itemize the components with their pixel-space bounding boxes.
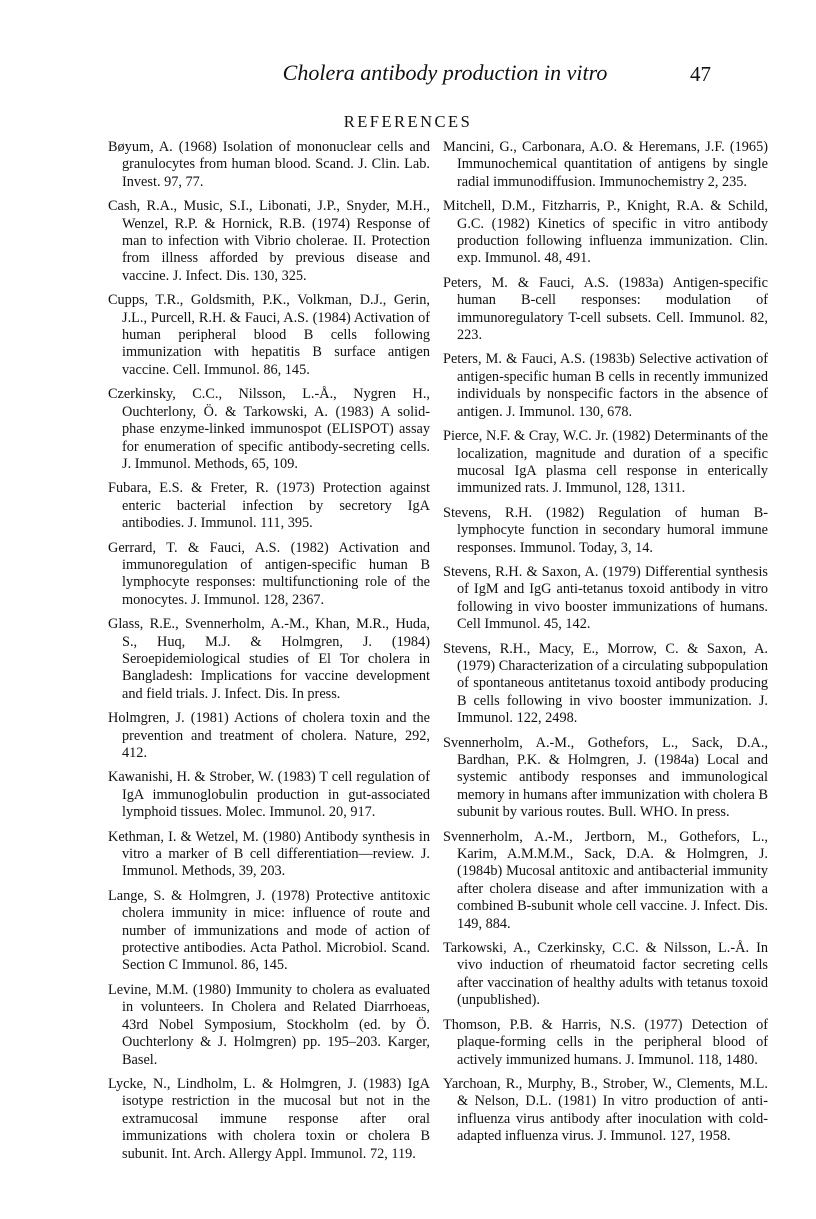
reference-entry: Svennerholm, A.-M., Gothefors, L., Sack, D.A., Bardhan, P.K. & Holmgren, J. (1984a) Local and systemic antibody responses and immunological memory in humans after immunization with cholera B subunit by various routes. Bull. WHO. In press. [443,734,768,821]
reference-entry: Kawanishi, H. & Strober, W. (1983) T cell regulation of IgA immunoglobulin production in gut-associated lymphoid tissues. Molec. Immunol. 20, 917. [108,769,430,821]
reference-entry: Holmgren, J. (1981) Actions of cholera toxin and the prevention and treatment of cholera. Nature, 292, 412. [108,710,430,761]
reference-entry: Stevens, R.H. (1982) Regulation of human B-lymphocyte function in secondary humoral immune responses. Immunol. Today, 3, 14. [443,504,768,556]
page-header [0,60,816,92]
reference-entry: Lycke, N., Lindholm, L. & Holmgren, J. (1983) IgA isotype restriction in the mucosal but not in the extramucosal immune response after oral immunizations with cholera toxin or cholera B subunit. Int. Arch. Allergy Appl. Immunol. 72, 119. [108,1075,430,1162]
reference-entry: Thomson, P.B. & Harris, N.S. (1977) Detection of plaque-forming cells in the peripheral blood of actively immunized humans. J. Immunol. 118, 1480. [443,1016,768,1068]
reference-entry: Peters, M. & Fauci, A.S. (1983a) Antigen-specific human B-cell responses: modulation of immunoregulatory T-cell subsets. Cell. Immunol. 82, 223. [443,274,768,344]
page-number: 47 [690,62,711,86]
reference-entry: Kethman, I. & Wetzel, M. (1980) Antibody synthesis in vitro a marker of B cell differentiation—review. J. Immunol. Methods, 39, 203. [108,828,430,880]
reference-entry: Levine, M.M. (1980) Immunity to cholera as evaluated in volunteers. In Cholera and Related Diarrhoeas, 43rd Nobel Symposium, Stockholm (ed. by Ö. Ouchterlony & J. Holmgren) pp. 195–203. Karger, Basel. [108,981,430,1068]
reference-entry: Czerkinsky, C.C., Nilsson, L.-Å., Nygren H., Ouchterlony, Ö. & Tarkowski, A. (1983) A solid-phase enzyme-linked immunospot (ELISPOT) assay for enumeration of specific antibody-secreting cells. J. Immunol. Methods, 65, 109. [108,386,430,472]
running-title: Cholera antibody production in vitro [282,60,608,85]
reference-entry: Mitchell, D.M., Fitzharris, P., Knight, R.A. & Schild, G.C. (1982) Kinetics of specific in vitro antibody production following influenza immunization. Clin. exp. Immunol. 48, 491. [443,198,768,267]
reference-entry: Fubara, E.S. & Freter, R. (1973) Protection against enteric bacterial infection by secretory IgA antibodies. J. Immunol. 111, 395. [108,480,430,532]
reference-entry: Cupps, T.R., Goldsmith, P.K., Volkman, D.J., Gerin, J.L., Purcell, R.H. & Fauci, A.S. (1984) Activation of human peripheral blood B cells following immunization with hepatitis B surface antigen vaccine. Cell. Immunol. 86, 145. [108,292,430,378]
reference-entry: Gerrard, T. & Fauci, A.S. (1982) Activation and immunoregulation of antigen-specific human B lymphocyte responses: multifunctioning role of the monocytes. J. Immunol. 128, 2367. [108,539,430,608]
reference-entry: Svennerholm, A.-M., Jertborn, M., Gothefors, L., Karim, A.M.M.M., Sack, D.A. & Holmgren, J. (1984b) Mucosal antitoxic and antibacterial immunity after cholera disease and after immunization with a combined B-subunit whole cell vaccine. J. Infect. Dis. 149, 884. [443,828,768,932]
reference-entry: Yarchoan, R., Murphy, B., Strober, W., Clements, M.L. & Nelson, D.L. (1981) In vitro production of anti-influenza virus antibody after inoculation with cold-adapted influenza virus. J. Immunol. 127, 1958. [443,1075,768,1145]
reference-entry: Mancini, G., Carbonara, A.O. & Heremans, J.F. (1965) Immunochemical quantitation of antigens by single radial immunodiffusion. Immunochemistry 2, 235. [443,139,768,190]
reference-entry: Stevens, R.H., Macy, E., Morrow, C. & Saxon, A. (1979) Characterization of a circulating subpopulation of spontaneous antitetanus toxoid antibody producing B cells following in vivo booster immunization. J. Immunol. 122, 2498. [443,640,768,727]
reference-entry: Stevens, R.H. & Saxon, A. (1979) Differential synthesis of IgM and IgG anti-tetanus toxoid antibody in vitro following in vivo booster immunizations of humans. Cell Immunol. 45, 142. [443,563,768,633]
references-right-column [443,139,768,1153]
reference-entry: Glass, R.E., Svennerholm, A.-M., Khan, M.R., Huda, S., Huq, M.J. & Holmgren, J. (1984) Seroepidemiological studies of El Tor cholera in Bangladesh: Implications for vaccine development and field trials. J. Infect. Dis. In press. [108,616,430,702]
references-left-column [108,139,430,1170]
references-heading: REFERENCES [343,112,473,131]
reference-entry: Lange, S. & Holmgren, J. (1978) Protective antitoxic cholera immunity in mice: influence of route and number of immunizations and mode of action of protective antibodies. Acta Pathol. Microbiol. Scand. Section C Immunol. 86, 145. [108,887,430,974]
reference-entry: Cash, R.A., Music, S.I., Libonati, J.P., Snyder, M.H., Wenzel, R.P. & Hornick, R.B. (1974) Response of man to infection with Vibrio cholerae. II. Protection from illness afforded by previous disease and vaccine. J. Infect. Dis. 130, 325. [108,198,430,284]
reference-entry: Bøyum, A. (1968) Isolation of mononuclear cells and granulocytes from human blood. Scand. J. Clin. Lab. Invest. 97, 77. [108,139,430,190]
reference-entry: Tarkowski, A., Czerkinsky, C.C. & Nilsson, L.-Å. In vivo induction of rheumatoid factor secreting cells after vaccination of healthy adults with tetanus toxoid (unpublished). [443,940,768,1009]
reference-entry: Pierce, N.F. & Cray, W.C. Jr. (1982) Determinants of the localization, magnitude and duration of a specific mucosal IgA plasma cell response in enterically immunized rats. J. Immunol, 128, 1311. [443,428,768,497]
reference-entry: Peters, M. & Fauci, A.S. (1983b) Selective activation of antigen-specific human B cells in recently immunized individuals by nonspecific factors in the absence of antigen. J. Immunol. 130, 678. [443,351,768,420]
